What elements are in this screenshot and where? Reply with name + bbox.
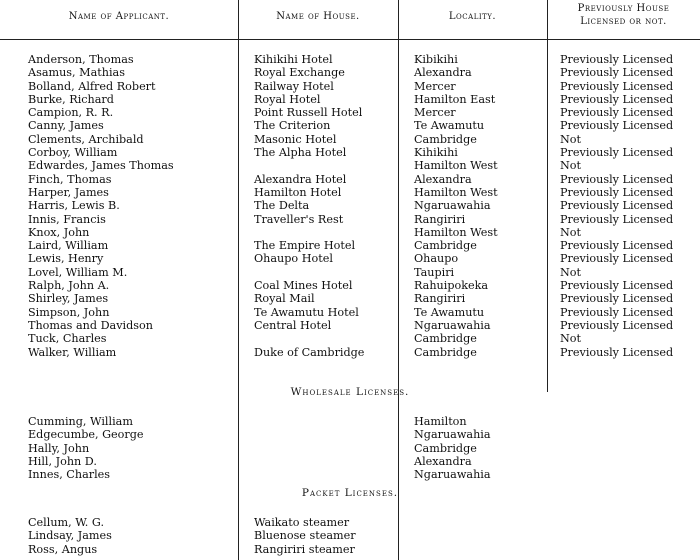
- house-name: Ohaupo Hotel: [254, 252, 333, 266]
- license-status: Previously Licensed: [560, 79, 674, 93]
- wholesale-applicant-list: [28, 415, 144, 481]
- locality-name: Rangiriri: [414, 212, 466, 226]
- locality-name: Ohaupo: [414, 252, 459, 266]
- house-name: [254, 266, 364, 279]
- license-status: Previously Licensed: [560, 279, 674, 293]
- header-licensed-line1: Previously House: [577, 3, 670, 14]
- license-status: Previously Licensed: [560, 66, 674, 80]
- applicant-name: Lewis, Henry: [28, 252, 104, 266]
- applicant-name: Innes, Charles: [28, 468, 111, 482]
- applicant-name: Edwardes, James Thomas: [28, 159, 174, 173]
- applicant-name: Asamus, Mathias: [28, 66, 125, 80]
- header-licensed: [547, 2, 700, 28]
- applicant-name: Hally, John: [28, 441, 90, 455]
- license-status: Previously Licensed: [560, 305, 674, 319]
- applicant-name: Campion, R. R.: [28, 106, 114, 120]
- house-name: Hamilton Hotel: [254, 185, 342, 199]
- applicant-name: Ralph, John A.: [28, 279, 110, 293]
- locality-name: Hamilton: [414, 415, 467, 428]
- locality-name: Alexandra: [414, 172, 472, 186]
- locality-name: Cambridge: [414, 441, 477, 455]
- house-name: Point Russell Hotel: [254, 106, 363, 120]
- applicant-name: Ross, Angus: [28, 542, 98, 556]
- license-status: Not: [560, 225, 582, 239]
- applicant-name: Walker, William: [28, 345, 117, 359]
- license-status: Previously Licensed: [560, 318, 674, 332]
- column-divider: [547, 0, 548, 392]
- license-status: Previously Licensed: [560, 172, 674, 186]
- locality-name: Cambridge: [414, 132, 477, 146]
- applicant-name: Burke, Richard: [28, 92, 114, 106]
- house-name: Royal Hotel: [254, 92, 321, 106]
- locality-name: Hamilton West: [414, 225, 498, 239]
- license-status: Previously Licensed: [560, 212, 674, 226]
- license-status: Previously Licensed: [560, 345, 674, 359]
- applicant-name: Harris, Lewis B.: [28, 199, 120, 213]
- header-locality: Locality.: [448, 11, 497, 22]
- applicant-name: Finch, Thomas: [28, 172, 112, 186]
- packet-section-title: Packet Licenses.: [301, 487, 399, 499]
- applicant-name: Harper, James: [28, 185, 109, 199]
- applicant-name: Corboy, William: [28, 146, 118, 160]
- packet-house-list: [254, 516, 356, 556]
- locality-name: Taupiri: [414, 265, 455, 279]
- house-name: The Alpha Hotel: [254, 146, 347, 160]
- applicant-name: Innis, Francis: [28, 212, 106, 226]
- license-status: Previously Licensed: [560, 53, 674, 66]
- house-name: Bluenose steamer: [254, 529, 356, 543]
- applicant-name: Shirley, James: [28, 292, 109, 306]
- applicant-name: Tuck, Charles: [28, 332, 107, 346]
- applicant-name: Anderson, Thomas: [28, 53, 134, 66]
- license-status: Not: [560, 265, 582, 279]
- locality-name: Rahuipokeka: [414, 279, 489, 293]
- house-name: Waikato steamer: [254, 516, 350, 529]
- license-status: Previously Licensed: [560, 185, 674, 199]
- locality-name: Kibikihi: [414, 53, 458, 66]
- locality-name: Te Awamutu: [414, 119, 485, 133]
- locality-name: Te Awamutu: [414, 305, 485, 319]
- house-name: Duke of Cambridge: [254, 345, 365, 359]
- column-divider: [238, 0, 239, 560]
- applicant-name: Knox, John: [28, 225, 90, 239]
- license-status: Previously Licensed: [560, 239, 674, 253]
- locality-name: Cambridge: [414, 332, 477, 346]
- header-rule: [0, 39, 700, 40]
- wholesale-section-title: Wholesale Licenses.: [290, 386, 410, 398]
- house-name: Alexandra Hotel: [254, 172, 347, 186]
- applicant-name: Lovel, William M.: [28, 265, 128, 279]
- house-name: Railway Hotel: [254, 79, 334, 93]
- house-name: The Criterion: [254, 119, 331, 133]
- header-applicant: Name of Applicant.: [68, 11, 170, 22]
- house-name: The Empire Hotel: [254, 239, 356, 253]
- wholesale-locality-list: [414, 415, 491, 481]
- locality-name: Ngaruawahia: [414, 428, 491, 442]
- house-name: Royal Exchange: [254, 66, 345, 80]
- locality-name: Ngaruawahia: [414, 318, 491, 332]
- license-status: Previously Licensed: [560, 146, 674, 160]
- publican-house-list: [254, 53, 364, 359]
- applicant-name: Cellum, W. G.: [28, 516, 105, 529]
- applicant-name: Thomas and Davidson: [28, 318, 153, 332]
- house-name: Traveller's Rest: [254, 212, 344, 226]
- locality-name: Hamilton East: [414, 92, 496, 106]
- applicant-name: Clements, Archibald: [28, 132, 144, 146]
- locality-name: Cambridge: [414, 239, 477, 253]
- locality-name: Alexandra: [414, 454, 472, 468]
- locality-name: Ngaruawahia: [414, 468, 491, 482]
- license-status: Previously Licensed: [560, 252, 674, 266]
- house-name: Royal Mail: [254, 292, 315, 306]
- house-name: Coal Mines Hotel: [254, 279, 353, 293]
- house-name: Te Awamutu Hotel: [254, 305, 359, 319]
- house-name: [254, 159, 364, 172]
- license-status: Previously Licensed: [560, 292, 674, 306]
- license-status: Not: [560, 332, 582, 346]
- locality-name: Mercer: [414, 79, 456, 93]
- publican-locality-list: [414, 53, 498, 359]
- applicant-name: Lindsay, James: [28, 529, 112, 543]
- license-status: Not: [560, 132, 582, 146]
- header-house: Name of House.: [276, 11, 360, 22]
- license-status: Previously Licensed: [560, 106, 674, 120]
- locality-name: Mercer: [414, 106, 456, 120]
- applicant-name: Laird, William: [28, 239, 109, 253]
- publican-applicant-list: [28, 53, 174, 359]
- publican-status-list: [560, 53, 673, 359]
- column-divider: [398, 0, 399, 560]
- house-name: Kihikihi Hotel: [254, 53, 333, 66]
- license-status: Not: [560, 159, 582, 173]
- house-name: The Delta: [254, 199, 310, 213]
- locality-name: Alexandra: [414, 66, 472, 80]
- locality-name: Cambridge: [414, 345, 477, 359]
- locality-name: Kihikihi: [414, 146, 458, 160]
- locality-name: Hamilton West: [414, 159, 498, 173]
- applicant-name: Simpson, John: [28, 305, 110, 319]
- locality-name: Ngaruawahia: [414, 199, 491, 213]
- house-name: Masonic Hotel: [254, 132, 337, 146]
- house-name: Central Hotel: [254, 318, 332, 332]
- house-name: Rangiriri steamer: [254, 542, 355, 556]
- header-licensed-line2: Licensed or not.: [580, 16, 667, 27]
- license-status: Previously Licensed: [560, 92, 674, 106]
- packet-applicant-list: [28, 516, 112, 556]
- applicant-name: Cumming, William: [28, 415, 133, 428]
- applicant-name: Canny, James: [28, 119, 104, 133]
- house-name: [254, 226, 364, 239]
- house-name: [254, 332, 364, 345]
- license-status: Previously Licensed: [560, 199, 674, 213]
- applicant-name: Edgecumbe, George: [28, 428, 144, 442]
- locality-name: Hamilton West: [414, 185, 498, 199]
- locality-name: Rangiriri: [414, 292, 466, 306]
- applicant-name: Bolland, Alfred Robert: [28, 79, 156, 93]
- applicant-name: Hill, John D.: [28, 454, 97, 468]
- license-status: Previously Licensed: [560, 119, 674, 133]
